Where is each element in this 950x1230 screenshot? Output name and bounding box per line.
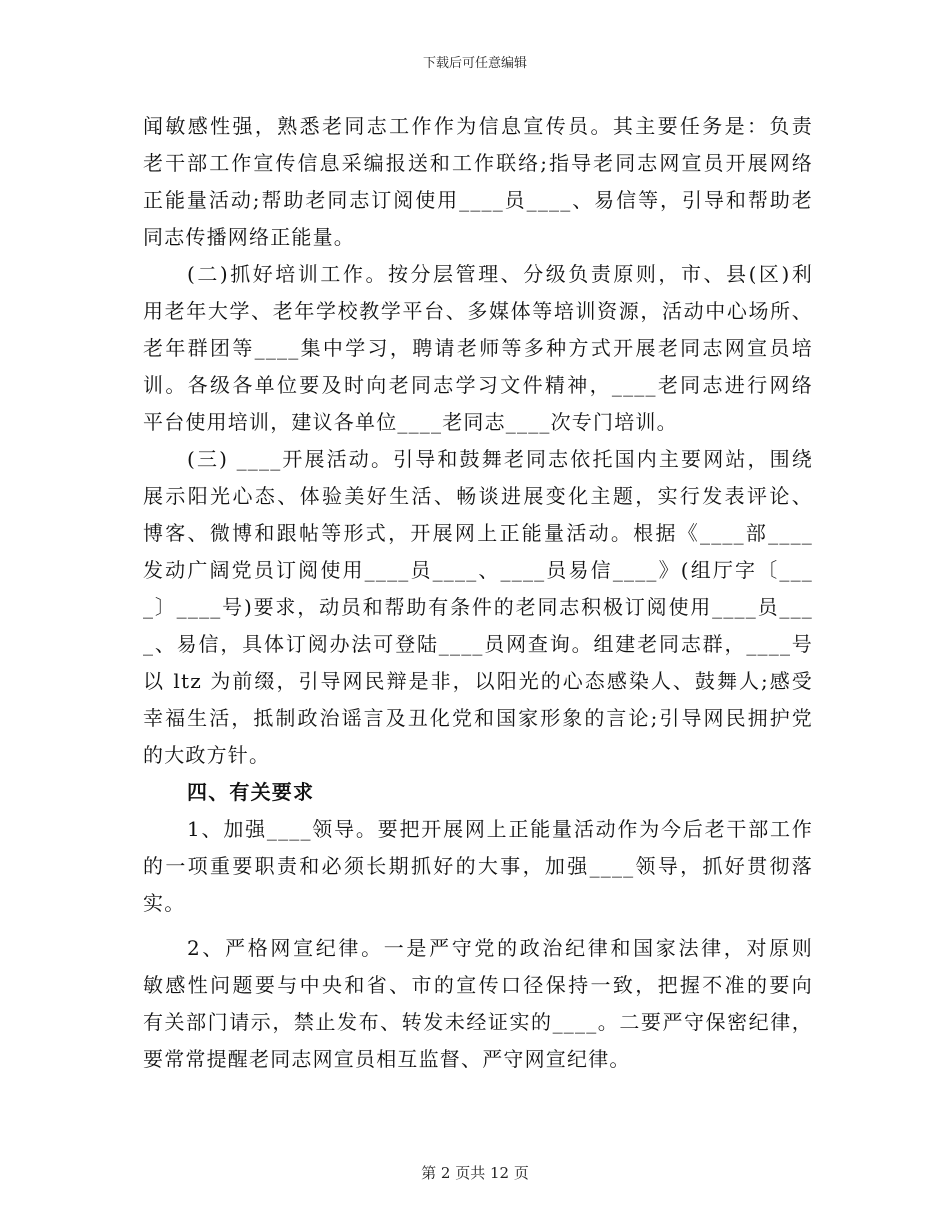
paragraph-line: 的大政方针。: [143, 743, 271, 767]
paragraph-line: 幸福生活，抵制政治谣言及丑化党和国家形象的言论;引导网民拥护党: [143, 706, 813, 730]
paragraph-line: 老干部工作宣传信息采编报送和工作联络;指导老同志网宣员开展网络: [143, 151, 813, 175]
paragraph-line: 博客、微博和跟帖等形式，开展网上正能量活动。根据《____部____: [143, 521, 813, 545]
paragraph-line: 正能量活动;帮助老同志订阅使用____员____、易信等，引导和帮助老: [143, 188, 813, 212]
paragraph-line: 训。各级各单位要及时向老同志学习文件精神，____老同志进行网络: [143, 373, 813, 397]
paragraph-line: 发动广阔党员订阅使用____员____、____员易信____》(组厅字〔___: [143, 558, 813, 582]
section-heading: 四、有关要求: [187, 780, 315, 804]
paragraph-line: 老年群团等____集中学习，聘请老师等多种方式开展老同志网宣员培: [143, 336, 813, 360]
paragraph-line: 同志传播网络正能量。: [143, 225, 355, 249]
paragraph-line: 的一项重要职责和必须长期抓好的大事，加强____领导，抓好贯彻落: [143, 854, 813, 878]
document-body: [143, 108, 813, 1078]
paragraph-line: (二)抓好培训工作。按分层管理、分级负责原则，市、县(区)利: [187, 262, 813, 286]
paragraph-line: 要常常提醒老同志网宣员相互监督、严守网宣纪律。: [143, 1047, 631, 1071]
paragraph-line: 用老年大学、老年学校教学平台、多媒体等培训资源，活动中心场所、: [143, 299, 813, 323]
paragraph-line: 1、加强____领导。要把开展网上正能量活动作为今后老干部工作: [187, 817, 813, 841]
paragraph-line: _〕____号)要求，动员和帮助有条件的老同志积极订阅使用____员___: [143, 595, 813, 619]
paragraph-line: 以 ltz 为前缀，引导网民辩是非，以阳光的心态感染人、鼓舞人;感受: [143, 669, 813, 693]
paragraph-line: 平台使用培训，建议各单位____老同志____次专门培训。: [143, 410, 678, 434]
paragraph-line: 2、严格网宣纪律。一是严守党的政治纪律和国家法律，对原则: [187, 936, 813, 960]
paragraph-line: _、易信，具体订阅办法可登陆____员网查询。组建老同志群，____号: [143, 632, 813, 656]
paragraph-line: 敏感性问题要与中央和省、市的宣传口径保持一致，把握不准的要向: [143, 973, 813, 997]
paragraph-line: 展示阳光心态、体验美好生活、畅谈进展变化主题，实行发表评论、: [143, 484, 813, 508]
paragraph-line: (三) ____开展活动。引导和鼓舞老同志依托国内主要网站，围绕: [187, 447, 813, 471]
paragraph-line: 实。: [143, 891, 186, 915]
page-header: 下载后可任意编辑: [422, 56, 527, 71]
paragraph-line: 闻敏感性强，熟悉老同志工作作为信息宣传员。其主要任务是：负责: [143, 114, 813, 138]
paragraph-line: 有关部门请示，禁止发布、转发未经证实的____。二要严守保密纪律，: [143, 1010, 813, 1034]
page-number: 第 2 页共 12 页: [421, 1164, 529, 1182]
